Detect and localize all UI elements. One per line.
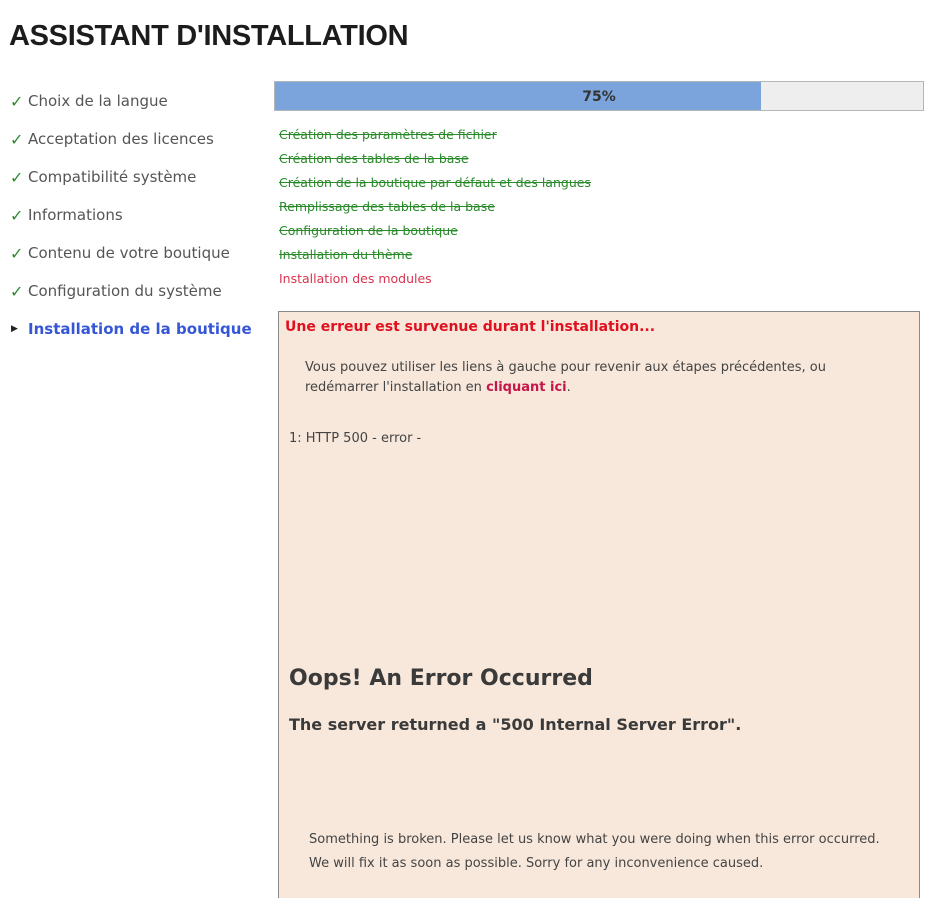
task-item: Remplissage des tables de la base: [279, 199, 495, 214]
server-error-message-line: We will fix it as soon as possible. Sorry for any inconvenience caused.: [309, 856, 764, 871]
server-error-subtitle: The server returned a "500 Internal Server Error".: [289, 715, 742, 734]
checkmark-icon: ✓: [10, 243, 24, 263]
task-item-failed: Installation des modules: [279, 271, 432, 286]
task-item: Installation du thème: [279, 247, 413, 262]
sidebar-step[interactable]: [10, 120, 252, 158]
sidebar-step-current[interactable]: [10, 310, 252, 348]
sidebar-step[interactable]: [10, 196, 252, 234]
task-item: Création des paramètres de fichier: [279, 127, 497, 142]
error-help-before: Vous pouvez utiliser les liens à gauche pour revenir aux étapes précédentes, ou redémarrer l'installation en: [305, 360, 826, 395]
error-code: 1: HTTP 500 - error -: [289, 431, 422, 446]
sidebar-step-label: Informations: [28, 206, 123, 224]
progress-bar: [274, 81, 924, 111]
sidebar-step[interactable]: [10, 82, 252, 120]
sidebar-step[interactable]: [10, 272, 252, 310]
install-steps-sidebar: [10, 82, 252, 348]
page-title: ASSISTANT D'INSTALLATION: [9, 20, 409, 52]
error-title: Une erreur est survenue durant l'installation...: [285, 319, 656, 335]
sidebar-step-label: Acceptation des licences: [28, 130, 214, 148]
server-error-message-line: Something is broken. Please let us know what you were doing when this error occurred.: [309, 832, 880, 847]
progress-label: 75%: [582, 89, 616, 105]
checkmark-icon: ✓: [10, 167, 24, 187]
server-error-title: Oops! An Error Occurred: [289, 666, 593, 691]
error-help-text: [305, 358, 895, 398]
error-help-after: .: [566, 380, 571, 395]
checkmark-icon: ✓: [10, 129, 24, 149]
sidebar-step[interactable]: [10, 234, 252, 272]
server-error-message: [309, 828, 880, 876]
sidebar-step[interactable]: [10, 158, 252, 196]
restart-install-link[interactable]: cliquant ici: [486, 380, 567, 395]
sidebar-step-label: Contenu de votre boutique: [28, 244, 230, 262]
error-panel: [278, 311, 920, 898]
sidebar-step-label: Installation de la boutique: [28, 320, 252, 338]
sidebar-step-label: Choix de la langue: [28, 92, 168, 110]
checkmark-icon: ✓: [10, 281, 24, 301]
task-item: Création de la boutique par défaut et des langues: [279, 175, 591, 190]
triangle-right-icon: ▶: [11, 324, 18, 334]
task-item: Création des tables de la base: [279, 151, 469, 166]
sidebar-step-label: Compatibilité système: [28, 168, 197, 186]
sidebar-step-label: Configuration du système: [28, 282, 222, 300]
install-task-list: [279, 124, 591, 292]
checkmark-icon: ✓: [10, 91, 24, 111]
task-item: Configuration de la boutique: [279, 223, 458, 238]
checkmark-icon: ✓: [10, 205, 24, 225]
